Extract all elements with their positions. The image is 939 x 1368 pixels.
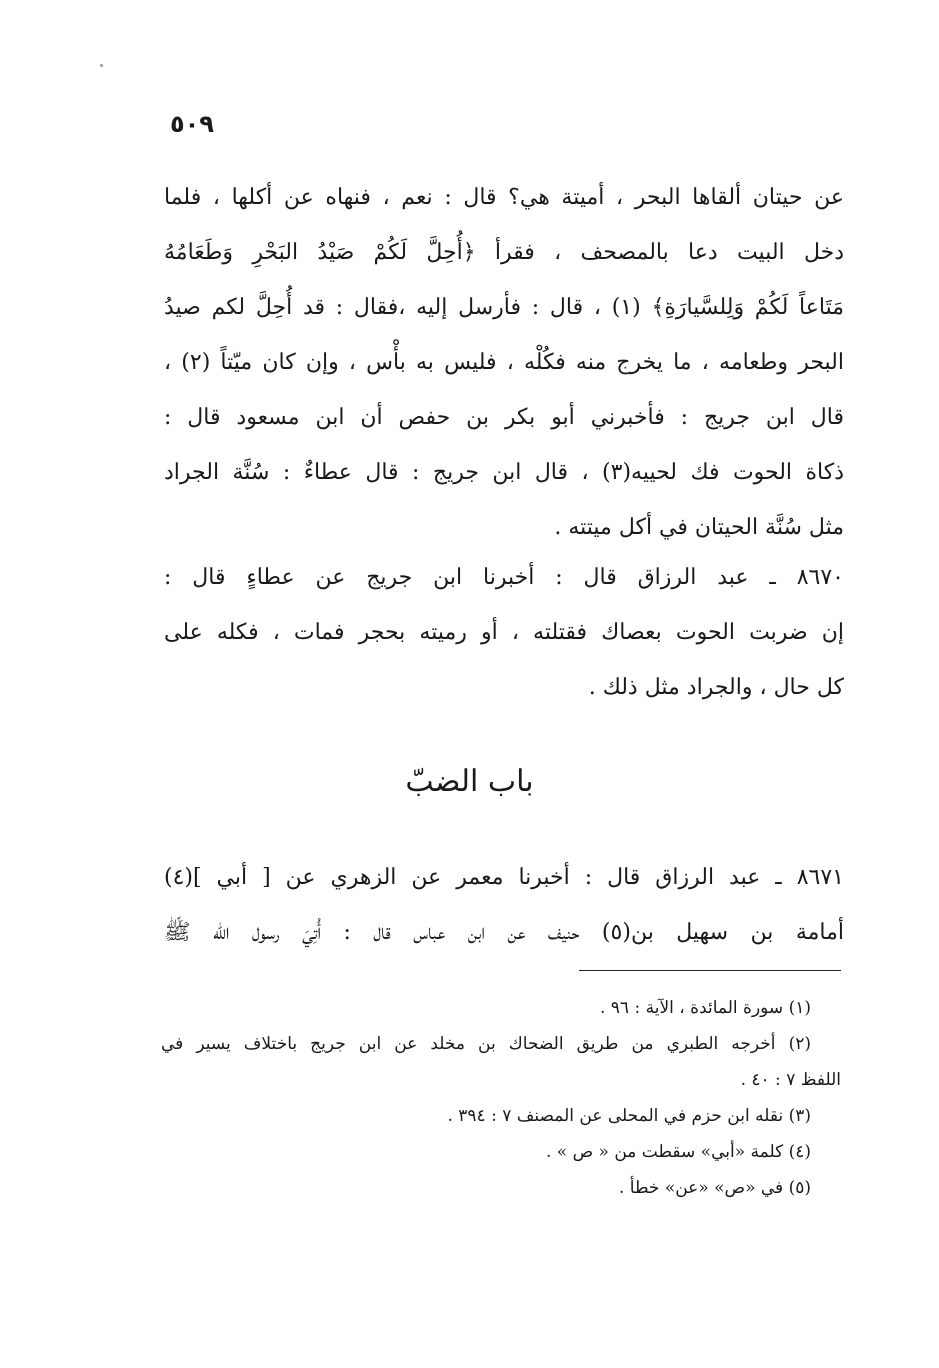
footnote-4: (٤) كلمة «أبي» سقطت من « ص » . bbox=[545, 1142, 811, 1162]
text-line: إن ضربت الحوت بعصاك فقتلته ، أو رميته بحجر فمات ، فكله على bbox=[164, 620, 844, 645]
footnote-1: (١) سورة المائدة ، الآية : ٩٦ . bbox=[599, 998, 811, 1018]
text-line: دخل البيت دعا بالمصحف ، فقرأ ﴿أُحِلَّ لَكُمْ صَيْدُ البَحْرِ وَطَعَامُهُ bbox=[164, 240, 844, 265]
text-line: عن حيتان ألقاها البحر ، أميتة هي؟ قال : نعم ، فنهاه عن أكلها ، فلما bbox=[164, 185, 844, 210]
text-line: ذكاة الحوت فك لحييه(٣) ، قال ابن جريج : قال عطاءٌ : سُنَّة الجراد bbox=[164, 460, 844, 485]
text-line: أمامة بن سهيل بن(٥) حنيف عن ابن عباس قال : أُتِيَ رسول الله ﷺ bbox=[164, 920, 844, 945]
section-heading: باب الضبّ bbox=[405, 764, 534, 799]
paragraph-hadith-continuation bbox=[164, 170, 844, 555]
footnote-2: (٢) أخرجه الطبري من طريق الضحاك بن مخلد عن ابن جريج باختلاف يسير في bbox=[161, 1034, 811, 1054]
page-number: ٥٠٩ bbox=[170, 110, 214, 138]
footnote-divider bbox=[579, 970, 841, 971]
text-line: مَتَاعاً لَكُمْ وَلِلسَّيارَةِ﴾ (١) ، قال : فأرسل إليه ،فقال : قد أُحِلَّ لكم صيدُ bbox=[164, 295, 844, 320]
text-line: كل حال ، والجراد مثل ذلك . bbox=[588, 675, 844, 700]
scan-speck bbox=[100, 64, 103, 67]
text-line: البحر وطعامه ، ما يخرج منه فكُلْه ، فليس به بأْس ، وإن كان ميّتاً (٢) ، bbox=[164, 350, 844, 375]
footnote-3: (٣) نقله ابن حزم في المحلى عن المصنف ٧ : ٣٩٤ . bbox=[447, 1106, 811, 1126]
text-line: ٨٦٧١ ـ عبد الرزاق قال : أخبرنا معمر عن الزهري عن [ أبي ](٤) bbox=[164, 865, 844, 890]
footnotes bbox=[161, 990, 841, 1206]
paragraph-hadith-8670 bbox=[164, 550, 844, 715]
paragraph-hadith-8671 bbox=[164, 850, 844, 960]
text-line: مثل سُنَّة الحيتان في أكل ميتته . bbox=[554, 515, 844, 540]
footnote-5: (٥) في «ص» «عن» خطأ . bbox=[618, 1178, 811, 1198]
text-line: ٨٦٧٠ ـ عبد الرزاق قال : أخبرنا ابن جريج عن عطاءٍ قال : bbox=[164, 565, 844, 590]
footnote-2-continued: اللفظ ٧ : ٤٠ . bbox=[740, 1070, 841, 1090]
text-line: قال ابن جريج : فأخبرني أبو بكر بن حفص أن ابن مسعود قال : bbox=[164, 405, 844, 430]
